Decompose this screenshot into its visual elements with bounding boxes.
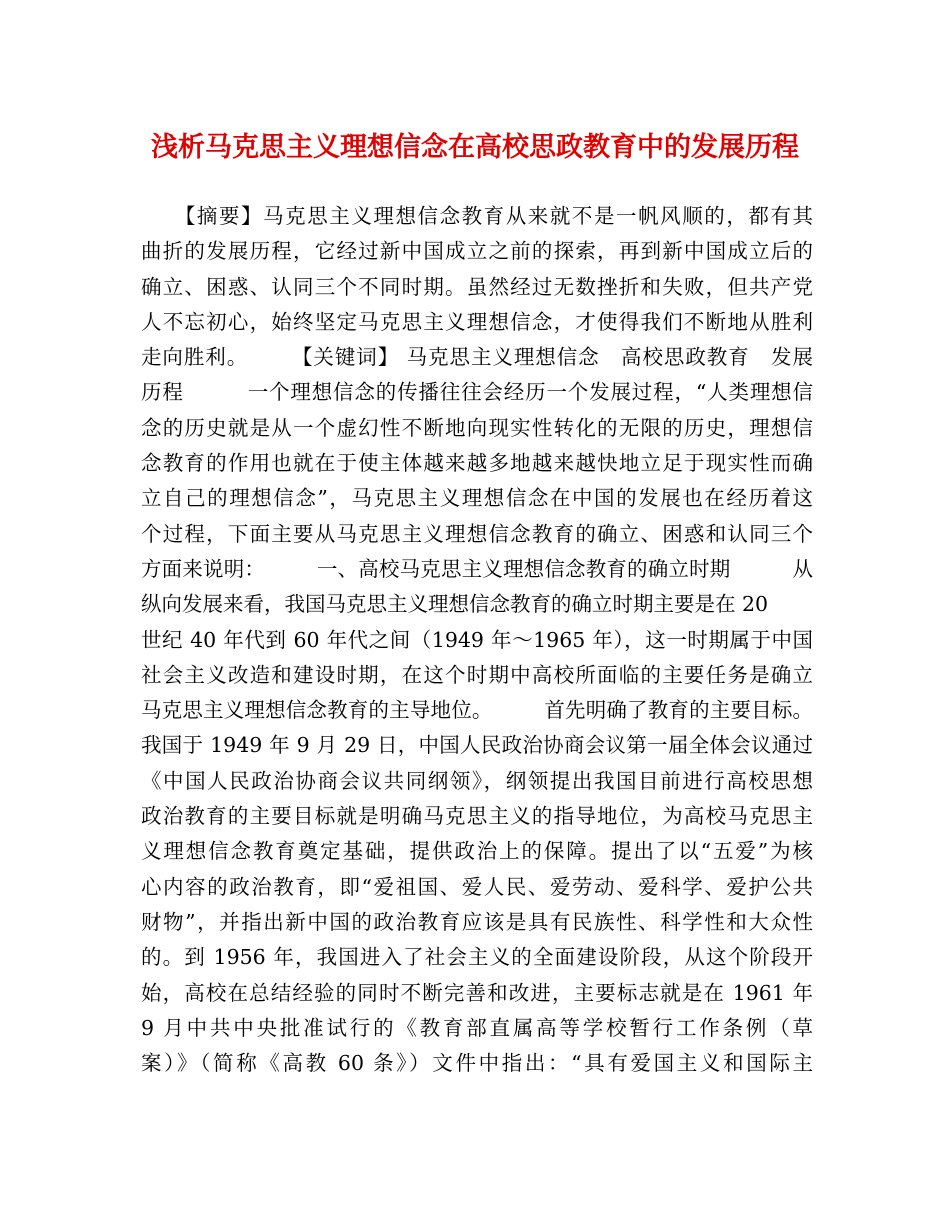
body-line: 始，高校在总结经验的同时不断完善和改进，主要标志就是在 1961 年 [141,980,813,1005]
body-line: 方面来说明： 一、高校马克思主义理想信念教育的确立时期 从 [141,556,813,581]
body-line: 世纪 40 年代到 60 年代之间（1949 年～1965 年），这一时期属于中国 [141,627,813,652]
body-line: 立自己的理想信念”，马克思主义理想信念在中国的发展也在经历着这 [141,486,813,511]
body-line: 政治教育的主要目标就是明确马克思主义的指导地位，为高校马克思主 [141,804,813,829]
body-line: 的。到 1956 年，我国进入了社会主义的全面建设阶段，从这个阶段开 [141,945,813,970]
body-line: 念的历史就是从一个虚幻性不断地向现实性转化的无限的历史，理想信 [141,415,813,440]
body-line: 案）》（简称《高教 60 条》）文件中指出：“具有爱国主义和国际主 [141,1051,813,1076]
body-line: 曲折的发展历程，它经过新中国成立之前的探索，再到新中国成立后的 [141,239,813,264]
body-line: 9 月中共中央批准试行的《教育部直属高等学校暂行工作条例（草 [141,1015,813,1040]
document-title: 浅析马克思主义理想信念在高校思政教育中的发展历程 [151,132,799,163]
body-line: 纵向发展来看，我国马克思主义理想信念教育的确立时期主要是在 20 [141,592,769,617]
body-line: 马克思主义理想信念教育的主导地位。 首先明确了教育的主要目标。 [141,698,813,723]
body-line: 财物”，并指出新中国的政治教育应该是具有民族性、科学性和大众性 [141,909,813,934]
body-line: 念教育的作用也就在于使主体越来越多地越来越快地立足于现实性而确 [141,451,813,476]
body-line: 社会主义改造和建设时期，在这个时期中高校所面临的主要任务是确立 [141,662,813,687]
body-line: 个过程，下面主要从马克思主义理想信念教育的确立、困惑和认同三个 [141,521,813,546]
body-line: 确立、困惑、认同三个不同时期。虽然经过无数挫折和失败，但共产党 [141,274,813,299]
body-line: 我国于 1949 年 9 月 29 日，中国人民政治协商会议第一届全体会议通过 [141,733,813,758]
body-line: 【摘要】马克思主义理想信念教育从来就不是一帆风顺的，都有其 [141,204,813,228]
body-line: 心内容的政治教育，即“爱祖国、爱人民、爱劳动、爱科学、爱护公共 [141,874,813,899]
body-line: 历程 一个理想信念的传播往往会经历一个发展过程，“人类理想信 [141,380,813,405]
body-line: 走向胜利。 【关键词】 马克思主义理想信念 高校思政教育 发展 [141,345,813,370]
body-line: 《中国人民政治协商会议共同纲领》，纲领提出我国目前进行高校思想 [141,768,813,793]
body-line: 人不忘初心，始终坚定马克思主义理想信念，才使得我们不断地从胜利 [141,309,813,334]
body-line: 义理想信念教育奠定基础，提供政治上的保障。提出了以“五爱”为核 [141,839,813,864]
document-body [141,199,813,1081]
